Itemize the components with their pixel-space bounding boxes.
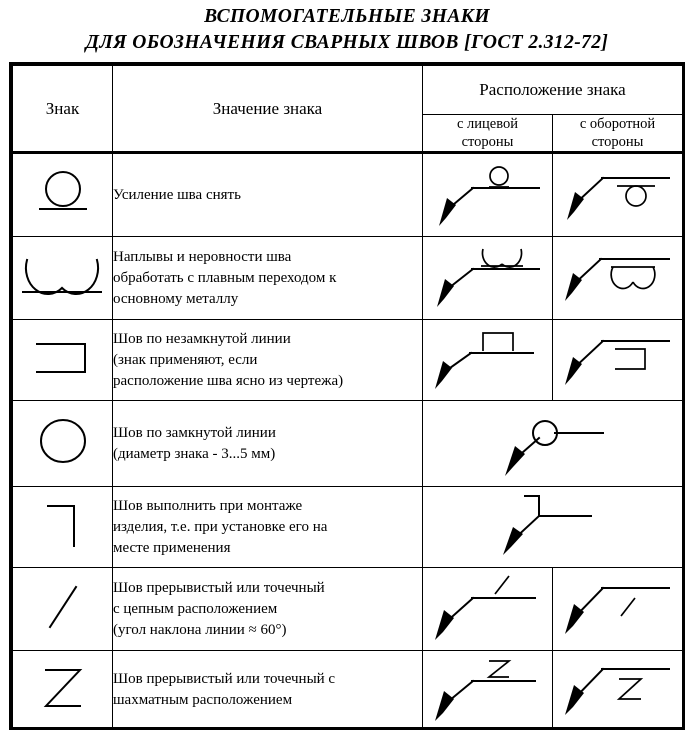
circle-on-baseline-icon — [24, 164, 102, 222]
leader-with-z-above-shelf — [427, 653, 549, 727]
table-row — [13, 237, 683, 320]
face-side-drawing-cell — [423, 237, 553, 320]
meaning-cell — [113, 568, 423, 651]
leader-with-sign-below-shelf — [557, 241, 679, 315]
header-back-side-line1: с оборотной — [579, 116, 656, 132]
leader-with-sign-below-shelf — [557, 158, 679, 232]
header-back-side-line2: стороны — [591, 134, 644, 150]
meaning-cell — [113, 153, 423, 237]
leader-with-sign-below-shelf — [557, 323, 679, 397]
back-side-drawing-cell — [553, 651, 683, 730]
header-face-side-line2: стороны — [461, 134, 514, 150]
sign-cell — [13, 237, 113, 320]
meaning-cell — [113, 651, 423, 730]
face-side-drawing-cell — [423, 568, 553, 651]
meaning-line: Усиление шва снять — [113, 186, 241, 203]
table-row — [13, 568, 683, 651]
open-bracket-icon — [23, 333, 103, 383]
meaning-line: Шов по незамкнутой линии — [113, 330, 291, 347]
sign-cell — [13, 651, 113, 730]
table-row — [13, 153, 683, 237]
leader-with-flag-at-bend — [433, 489, 673, 565]
zed-icon — [31, 660, 95, 716]
meaning-cell — [113, 487, 423, 568]
leader-with-sign-above-shelf — [427, 241, 549, 315]
face-side-drawing-cell — [423, 153, 553, 237]
title-line-2: ДЛЯ ОБОЗНАЧЕНИЯ СВАРНЫХ ШВОВ [ГОСТ 2.312-72] — [85, 32, 609, 53]
gost-table-frame — [9, 62, 685, 730]
leader-with-sign-above-shelf — [427, 158, 549, 232]
table-header-row-1 — [13, 66, 683, 115]
meaning-line: Шов по замкнутой линии — [113, 424, 276, 441]
location-drawing-cell-merged — [423, 487, 683, 568]
mounting-flag-icon — [28, 497, 98, 553]
header-sign: Знак — [13, 66, 113, 153]
slash-icon — [32, 579, 94, 635]
leader-with-sign-above-shelf — [427, 323, 549, 397]
table-row — [13, 487, 683, 568]
header-face-side — [423, 115, 553, 153]
auxiliary-signs-table — [12, 65, 683, 730]
meaning-line: (угол наклона линии ≈ 60°) — [113, 621, 287, 638]
meaning-line: месте применения — [113, 539, 231, 556]
title-line-1: ВСПОМОГАТЕЛЬНЫЕ ЗНАКИ — [204, 6, 490, 27]
table-row — [13, 320, 683, 401]
meaning-line: шахматным расположением — [113, 692, 293, 708]
leader-with-slash-above-shelf — [427, 572, 549, 646]
meaning-cell — [113, 237, 423, 320]
header-face-side-line1: с лицевой — [456, 116, 518, 132]
page-title — [0, 0, 694, 56]
meaning-cell — [113, 401, 423, 487]
meaning-line: (диаметр знака - 3...5 мм) — [113, 445, 276, 462]
header-location-group: Расположение знака — [423, 66, 683, 115]
sign-cell — [13, 401, 113, 487]
header-back-side — [553, 115, 683, 153]
meaning-line: обработать с плавным переходом к — [113, 269, 337, 286]
sign-cell — [13, 568, 113, 651]
meaning-line: основному металлу — [113, 290, 239, 307]
meaning-line: (знак применяют, если — [113, 351, 258, 368]
meaning-line: с цепным расположением — [113, 600, 278, 617]
back-side-drawing-cell — [553, 237, 683, 320]
meaning-line: изделия, т.е. при установке его на — [113, 518, 328, 535]
sign-cell — [13, 153, 113, 237]
meaning-line: Шов прерывистый или точечный с — [113, 671, 336, 687]
back-side-drawing-cell — [553, 153, 683, 237]
meaning-line: Шов прерывистый или точечный — [113, 579, 325, 596]
back-side-drawing-cell — [553, 320, 683, 401]
table-row — [13, 651, 683, 730]
meaning-line: Шов выполнить при монтаже — [113, 497, 303, 514]
leader-with-slash-below-shelf — [557, 572, 679, 646]
circle-icon — [27, 413, 99, 469]
leader-with-z-below-shelf — [557, 653, 679, 727]
meaning-line: расположение шва ясно из чертежа) — [113, 372, 344, 389]
double-arc-on-baseline-icon — [17, 250, 109, 302]
meaning-cell — [113, 320, 423, 401]
location-drawing-cell-merged — [423, 401, 683, 487]
face-side-drawing-cell — [423, 320, 553, 401]
sign-cell — [13, 320, 113, 401]
sign-cell — [13, 487, 113, 568]
leader-with-circle-at-bend — [433, 404, 673, 484]
meaning-line: Наплывы и неровности шва — [113, 248, 292, 265]
header-meaning: Значение знака — [113, 66, 423, 153]
table-row — [13, 401, 683, 487]
back-side-drawing-cell — [553, 568, 683, 651]
face-side-drawing-cell — [423, 651, 553, 730]
